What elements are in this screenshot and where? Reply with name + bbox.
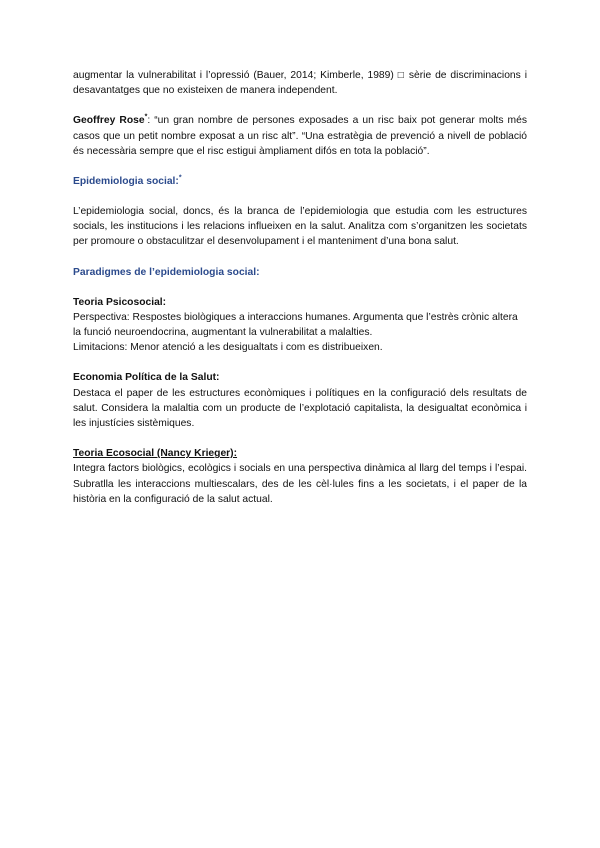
ecosocial-title: Teoria Ecosocial (Nancy Krieger): <box>73 448 238 460</box>
geoffrey-rose-name: Geoffrey Rose <box>73 115 145 127</box>
political-economy-title: Economia Política de la Salut: <box>73 372 220 384</box>
geoffrey-rose-quote: : “un gran nombre de persones exposades a un risc baix pot generar molts més casos que un petit nombre exposat a un risc alt”. “Una estratègia de prevenció a nivell de població és necessària sempre que el risc estigui àmpliament difós en tota la població”. <box>73 115 528 157</box>
intro-paragraph: augmentar la vulnerabilitat i l’opressió (Bauer, 2014; Kimberle, 1989) □ sèrie de discriminacions i desavantatges que no existeixen de manera independent. <box>73 70 527 97</box>
social-epidemiology-heading: Epidemiologia social:* <box>73 174 182 188</box>
paradigms-heading: Paradigmes de l’epidemiologia social: <box>73 266 260 278</box>
psicosocial-perspective: Perspectiva: Respostes biològiques a interaccions humanes. Argumenta que l’estrès crònic altera la funció neuroendocrina, augmentant la vulnerabilitat a malalties. <box>73 311 518 339</box>
political-economy-text: Destaca el paper de les estructures econòmiques i polítiques en la configuració dels resultats de salut. Considera la malaltia com un producte de l’explotació capitalista, la desigualtat econòmica i les injustícies sistèmiques. <box>73 387 527 430</box>
psicosocial-title: Teoria Psicosocial: <box>73 296 167 308</box>
ecosocial-text: Integra factors biològics, ecològics i socials en una perspectiva dinàmica al llarg del temps i l’espai. Subratlla les interaccions multiescalars, des de les cèl·lules fins a les societats, i el paper de la història en la configuració de la salut actual. <box>73 463 527 505</box>
psicosocial-limitations: Limitacions: Menor atenció a les desigualtats i com es distribueixen. <box>73 342 383 354</box>
document-page <box>73 68 527 507</box>
social-epidemiology-definition: L’epidemiologia social, doncs, és la branca de l’epidemiologia que estudia com les estructures socials, les institucions i les relacions influeixen en la salut. Analitza com s’organitzen les societats per promoure o obstaculitzar el desenvolupament i el manteniment d’una bona salut. <box>73 206 527 248</box>
geoffrey-rose-paragraph <box>73 113 527 159</box>
footnote-marker: * <box>144 113 148 121</box>
footnote-marker: * <box>178 174 182 182</box>
